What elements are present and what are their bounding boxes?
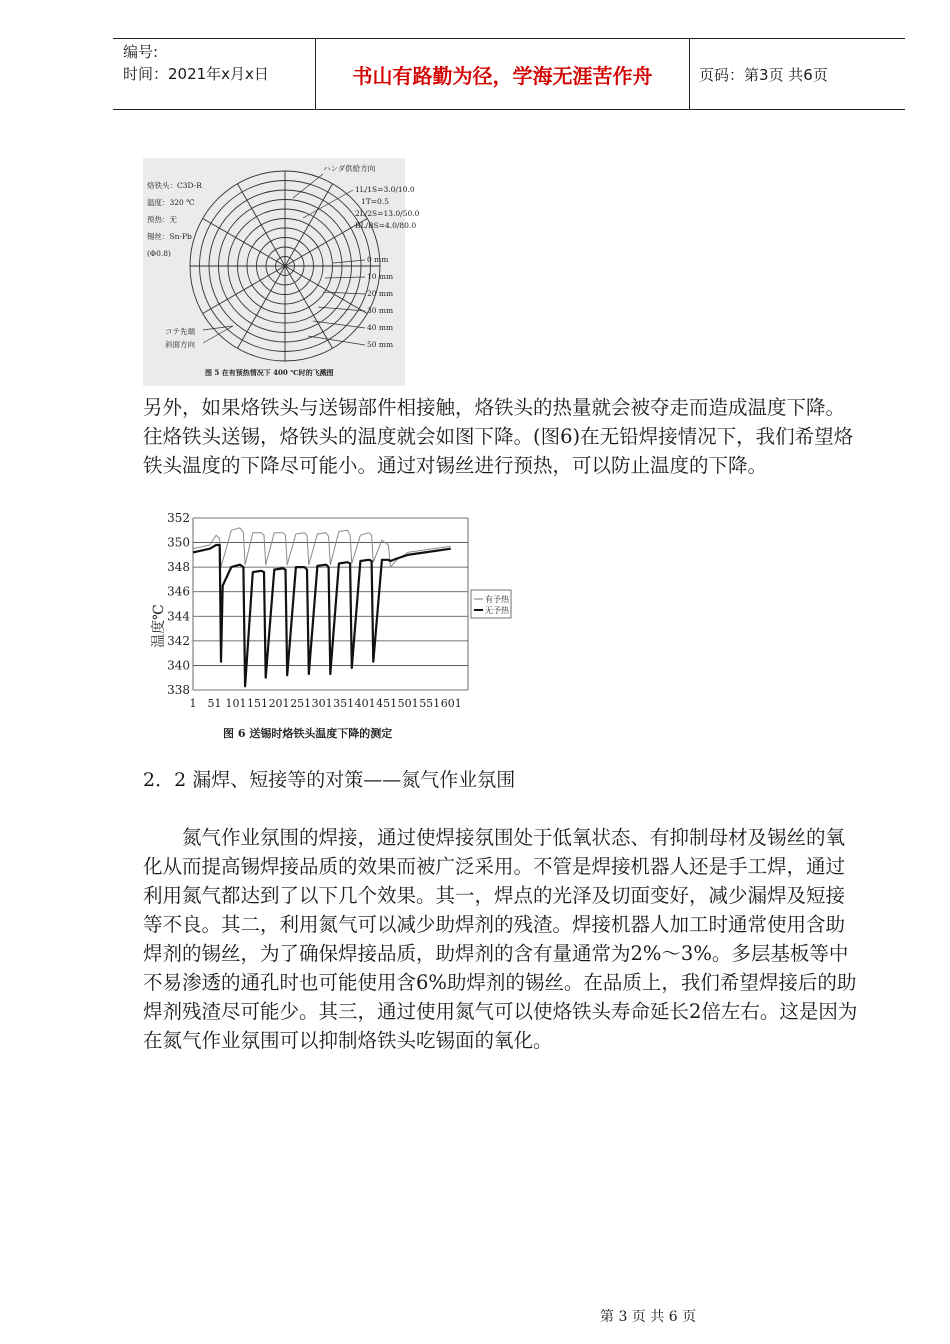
fig5-setting: 1T=0.5 — [361, 197, 389, 206]
chart-x-tick-label: 251 — [290, 697, 312, 710]
fig5-radius-label: 0 mm — [367, 255, 389, 264]
header-motto: 书山有路勤为径，学海无涯苦作舟 — [352, 63, 653, 88]
fig5-radius-label: 50 mm — [367, 340, 394, 349]
fig5-tip-direction: 斜面方向 — [165, 340, 195, 349]
paragraph-1: 另外，如果烙铁头与送锡部件相接触，烙铁头的热量就会被夺走而造成温度下降。往烙铁头送锡，烙铁头的温度就会如图下降。(图6)在无铅焊接情况下，我们希望烙铁头温度的下降尽可能小。通过对锡丝进行预热，可以防止温度的下降。 — [143, 396, 854, 477]
chart-y-tick-label: 352 — [167, 511, 190, 525]
chart-x-tick-label: 101 — [225, 697, 247, 710]
fig5-param: 锡丝：Sn-Pb — [147, 232, 192, 241]
fig5-radius-label: 20 mm — [367, 289, 394, 298]
fig5-setting: 1L/1S=3.0/10.0 — [355, 185, 415, 194]
chart-x-tick-label: 151 — [247, 697, 269, 710]
header-number-label: 编号: — [123, 43, 159, 61]
fig5-setting: BL/BS=4.0/80.0 — [355, 221, 417, 230]
legend-item: 有予热 — [485, 595, 509, 604]
header-time-label: 时间：2021年x月x日 — [123, 65, 269, 83]
fig5-param: 烙铁头：C3D-R — [147, 181, 202, 190]
chart-y-tick-label: 346 — [167, 584, 190, 599]
chart-x-tick-label: 451 — [376, 697, 398, 710]
fig5-caption: 图 5 在有预热情况下 400 ℃时的飞溅图 — [205, 368, 334, 377]
page-footer: 第 3 页 共 6 页 — [600, 1309, 697, 1325]
chart-x-tick-label: 201 — [268, 697, 290, 710]
fig5-radius-label: 40 mm — [367, 323, 394, 332]
chart-x-tick-label: 301 — [311, 697, 333, 710]
header-meta — [123, 41, 313, 85]
fig5-radius-label: 30 mm — [367, 306, 394, 315]
page-header — [113, 38, 905, 110]
chart-y-tick-label: 342 — [167, 633, 190, 648]
header-divider — [689, 39, 690, 109]
fig5-radius-label: 10 mm — [367, 272, 394, 281]
chart-legend — [471, 590, 511, 618]
chart-x-tick-label: 601 — [440, 697, 462, 710]
figure-6-temperature-chart — [143, 508, 515, 748]
chart-y-tick-label: 344 — [167, 609, 190, 624]
chart-x-tick-label: 351 — [333, 697, 355, 710]
fig5-tip-direction: コテ先端 — [165, 327, 195, 336]
chart-caption: 图 6 送锡时烙铁头温度下降的测定 — [223, 727, 393, 740]
chart-y-tick-label: 340 — [167, 658, 190, 673]
fig5-param: 温度：320 ℃ — [147, 198, 195, 207]
chart-y-tick-label: 348 — [167, 560, 190, 575]
fig5-param: 预热：无 — [147, 215, 177, 224]
header-page-info: 页码：第3页 共6页 — [699, 65, 828, 84]
section-heading: 2．2 漏焊、短接等的对策——氮气作业氛围 — [143, 769, 516, 791]
chart-x-tick-label: 51 — [207, 697, 222, 710]
chart-x-tick-label: 401 — [354, 697, 376, 710]
chart-y-tick-label: 350 — [167, 535, 190, 550]
figure-5-spatter-diagram — [143, 158, 420, 386]
chart-x-tick-label: 551 — [419, 697, 441, 710]
paragraph-2: 氮气作业氛围的焊接，通过使焊接氛围处于低氧状态、有抑制母材及锡丝的氧化从而提高锡焊接品质的效果而被广泛采用。不管是焊接机器人还是手工焊，通过利用氮气都达到了以下几个效果。其一，焊点的光泽及切面变好，减少漏焊及短接等不良。其二，利用氮气可以减少助焊剂的残渣。焊接机器人加工时通常使用含助焊剂的锡丝，为了确保焊接品质，助焊剂的含有量通常为2%～3%。多层基板等中不易渗透的通孔时也可能使用含6%助焊剂的锡丝。在品质上，我们希望焊接后的助焊剂残渣尽可能少。其三，通过使用氮气可以使烙铁头寿命延长2倍左右。这是因为在氮气作业氛围可以抑制烙铁头吃锡面的氧化。 — [143, 826, 858, 1052]
chart-x-tick-label: 501 — [397, 697, 419, 710]
chart-y-tick-label: 338 — [167, 683, 190, 697]
fig5-param: (Φ0.8) — [147, 249, 171, 258]
fig5-setting: 2L/2S=13.0/50.0 — [355, 209, 420, 218]
chart-y-axis-label: 温度℃ — [151, 604, 167, 648]
legend-item: 无予热 — [485, 606, 509, 615]
fig5-feed-direction: ハンダ供給方向 — [323, 164, 376, 173]
chart-x-tick-label: 1 — [189, 697, 197, 710]
